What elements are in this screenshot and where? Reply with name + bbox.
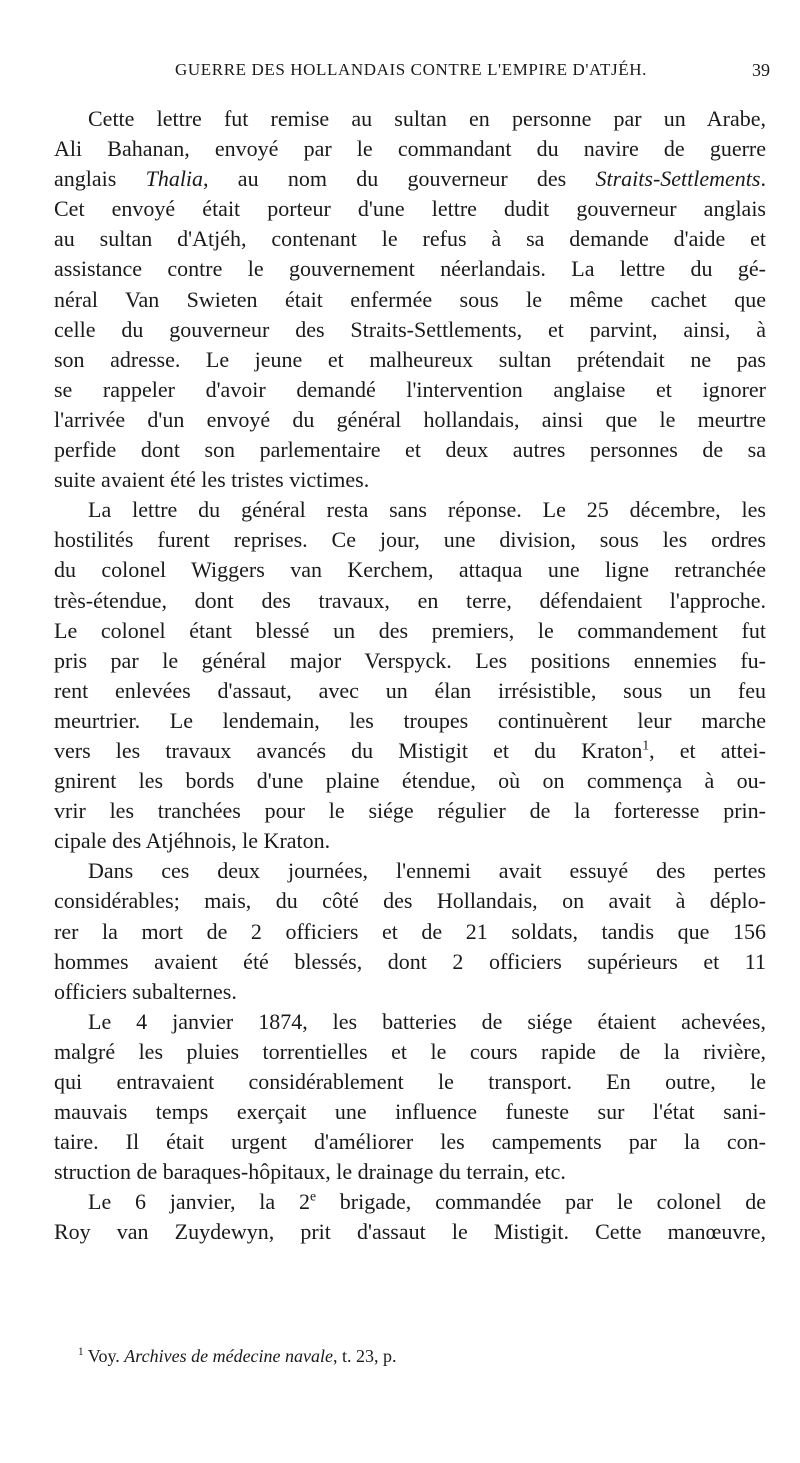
text-line-with-footnote bbox=[54, 736, 766, 766]
text-line: mauvais temps exerçait une influence funeste sur l'état sani- bbox=[54, 1099, 766, 1125]
text-line: vrir les tranchées pour le siége régulier de la forteresse prin- bbox=[54, 798, 766, 824]
text-line: rent enlevées d'assaut, avec un élan irrésistible, sous un feu bbox=[54, 677, 766, 703]
text-line: struction de baraques-hôpitaux, le drainage du terrain, etc. bbox=[54, 1159, 566, 1185]
page-number: 39 bbox=[752, 60, 770, 80]
text-line: taire. Il était urgent d'améliorer les campements par la con- bbox=[54, 1129, 766, 1155]
footnote-suffix: , t. 23, p. bbox=[333, 1346, 397, 1366]
text-line: son adresse. Le jeune et malheureux sultan prétendait ne pas bbox=[54, 346, 766, 372]
text-line: rer la mort de 2 officiers et de 21 soldats, tandis que 156 bbox=[54, 918, 766, 944]
text-fragment: Le 6 janvier, la 2 bbox=[88, 1189, 310, 1215]
paragraph-1 bbox=[54, 104, 766, 495]
text-line: Le 4 janvier 1874, les batteries de siége étaient achevées, bbox=[88, 1008, 766, 1034]
text-line: Le colonel étant blessé un des premiers, le commandement fut bbox=[54, 617, 766, 643]
text-line: Cet envoyé était porteur d'une lettre dudit gouverneur anglais bbox=[54, 196, 766, 222]
text-line: La lettre du général resta sans réponse. Le 25 décembre, les bbox=[88, 497, 766, 523]
text-line: hommes avaient été blessés, dont 2 officiers supérieurs et 11 bbox=[54, 948, 766, 974]
text-line: suite avaient été les tristes victimes. bbox=[54, 467, 370, 493]
footnote-prefix: Voy. bbox=[87, 1346, 125, 1366]
text-line: très-étendue, dont des travaux, en terre, défendaient l'approche. bbox=[54, 587, 766, 613]
text-line: malgré les pluies torrentielles et le cours rapide de la rivière, bbox=[54, 1038, 766, 1064]
text-line: hostilités furent reprises. Ce jour, une division, sous les ordres bbox=[54, 527, 766, 553]
text-line: Cette lettre fut remise au sultan en personne par un Arabe, bbox=[88, 106, 766, 131]
paragraph-3 bbox=[54, 856, 766, 1006]
text-fragment: , et attei- bbox=[649, 737, 766, 763]
text-line: qui entravaient considérablement le transport. En outre, le bbox=[54, 1069, 766, 1094]
paragraph-4 bbox=[54, 1007, 766, 1188]
text-line: perfide dont son parlementaire et deux autres personnes de sa bbox=[54, 437, 766, 463]
footnote-mark: 1 bbox=[78, 1346, 84, 1358]
ordinal-superscript: e bbox=[309, 1189, 317, 1205]
text-fragment: vers les travaux avancés du Mistigit et du Kraton bbox=[54, 737, 643, 763]
text-fragment: brigade, commandée par le colonel de bbox=[316, 1189, 766, 1215]
text-line: considérables; mais, du côté des Hollandais, on avait à déplo- bbox=[54, 888, 766, 914]
text-line: l'arrivée d'un envoyé du général hollandais, ainsi que le meurtre bbox=[54, 406, 766, 432]
text-line: du colonel Wiggers van Kerchem, attaqua une ligne retranchée bbox=[54, 557, 766, 583]
footnote-mark: 1 bbox=[642, 737, 650, 753]
paragraph-5 bbox=[54, 1187, 766, 1247]
text-line: assistance contre le gouvernement néerlandais. La lettre du gé- bbox=[54, 256, 766, 282]
text-line: se rappeler d'avoir demandé l'intervention anglaise et ignorer bbox=[54, 376, 766, 402]
paragraph-2 bbox=[54, 495, 766, 856]
page-header bbox=[52, 60, 770, 90]
running-head: GUERRE DES HOLLANDAIS CONTRE L'EMPIRE D'ATJÉH. bbox=[175, 60, 647, 79]
text-line: Dans ces deux journées, l'ennemi avait essuyé des pertes bbox=[88, 858, 766, 884]
text-line: néral Van Swieten était enfermée sous le même cachet que bbox=[54, 286, 766, 312]
text-line: au sultan d'Atjéh, contenant le refus à sa demande d'aide et bbox=[54, 226, 766, 252]
text-line: pris par le général major Verspyck. Les positions ennemies fu- bbox=[54, 647, 766, 673]
text-line: meurtrier. Le lendemain, les troupes continuèrent leur marche bbox=[54, 707, 766, 733]
text-line: officiers subalternes. bbox=[54, 978, 237, 1004]
text-line: celle du gouverneur des Straits-Settlements, et parvint, ainsi, à bbox=[54, 316, 766, 342]
body-text bbox=[54, 104, 766, 1248]
text-line-with-superscript bbox=[54, 1187, 766, 1217]
footnote bbox=[78, 1346, 397, 1367]
text-line: Roy van Zuydewyn, prit d'assaut le Mistigit. Cette manœuvre, bbox=[54, 1219, 766, 1245]
text-line: Ali Bahanan, envoyé par le commandant du navire de guerre bbox=[54, 136, 766, 162]
footnote-title: Archives de médecine navale bbox=[124, 1346, 334, 1366]
text-line: gnirent les bords d'une plaine étendue, où on commença à ou- bbox=[54, 768, 766, 794]
text-line-italic-ship: anglais Thalia, au nom du gouverneur des Straits-Settlements. bbox=[54, 166, 766, 192]
text-line: cipale des Atjéhnois, le Kraton. bbox=[54, 828, 331, 854]
